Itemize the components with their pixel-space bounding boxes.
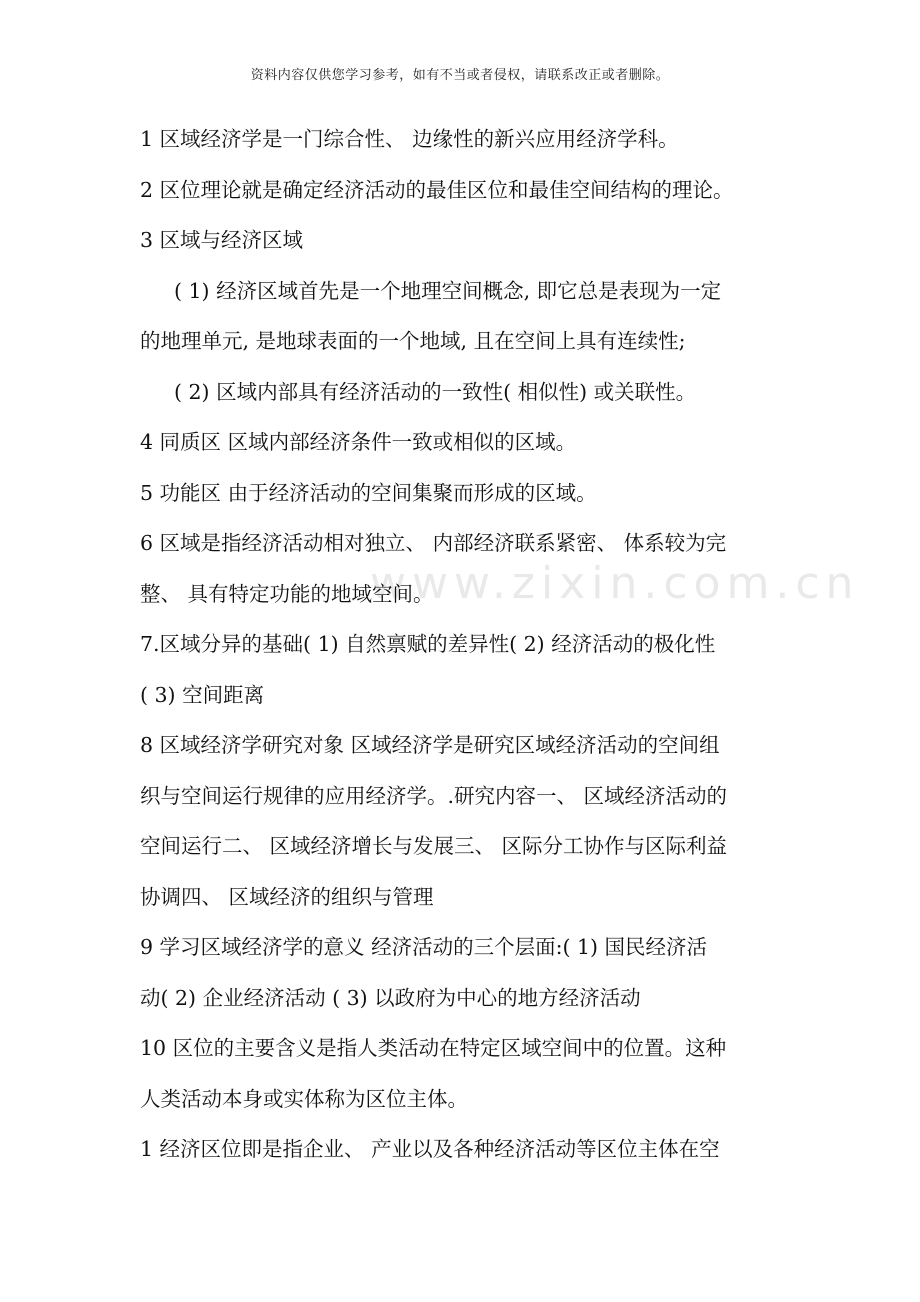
text-line: 织与空间运行规律的应用经济学。.研究内容一、 区域经济活动的 bbox=[140, 783, 728, 808]
text-line: ( 3) 空间距离 bbox=[140, 682, 265, 707]
document-body bbox=[140, 114, 790, 1175]
text-line: 2 区位理论就是确定经济活动的最佳区位和最佳空间结构的理论。 bbox=[140, 177, 734, 202]
text-line: ( 1) 经济区域首先是一个地理空间概念, 即它总是表现为一定 bbox=[174, 278, 722, 303]
text-line: 9 学习区域经济学的意义 经济活动的三个层面:( 1) 国民经济活 bbox=[140, 935, 708, 959]
text-line: 协调四、 区域经济的组织与管理 bbox=[140, 884, 434, 909]
text-line: 6 区域是指经济活动相对独立、 内部经济联系紧密、 体系较为完 bbox=[140, 531, 727, 555]
text-line: 8 区域经济学研究对象 区域经济学是研究区域经济活动的空间组 bbox=[140, 733, 720, 757]
text-line: 4 同质区 区域内部经济条件一致或相似的区域。 bbox=[140, 430, 577, 454]
text-line: ( 2) 区域内部具有经济活动的一致性( 相似性) 或关联性。 bbox=[174, 379, 697, 404]
text-line: 3 区域与经济区域 bbox=[140, 228, 304, 252]
text-line: 1 经济区位即是指企业、 产业以及各种经济活动等区位主体在空 bbox=[140, 1137, 720, 1161]
text-line: 整、 具有特定功能的地域空间。 bbox=[140, 581, 434, 606]
text-line: 人类活动本身或实体称为区位主体。 bbox=[140, 1086, 468, 1111]
text-line: 5 功能区 由于经济活动的空间集聚而形成的区域。 bbox=[140, 480, 597, 505]
text-line: 的地理单元, 是地球表面的一个地域, 且在空间上具有连续性; bbox=[140, 329, 686, 353]
header-disclaimer: 资料内容仅供您学习参考，如有不当或者侵权，请联系改正或者删除。 bbox=[250, 68, 670, 83]
text-line: 10 区位的主要含义是指人类活动在特定区域空间中的位置。这种 bbox=[140, 1036, 727, 1060]
text-line: 动( 2) 企业经济活动 ( 3) 以政府为中心的地方经济活动 bbox=[140, 985, 641, 1010]
text-line: 7.区域分异的基础( 1) 自然禀赋的差异性( 2) 经济活动的极化性 bbox=[140, 632, 716, 656]
text-line: 1 区域经济学是一门综合性、 边缘性的新兴应用经济学科。 bbox=[140, 127, 679, 151]
watermark: www.zixin.com.cn bbox=[370, 558, 860, 609]
text-line: 空间运行二、 区域经济增长与发展三、 区际分工协作与区际利益 bbox=[140, 834, 728, 858]
